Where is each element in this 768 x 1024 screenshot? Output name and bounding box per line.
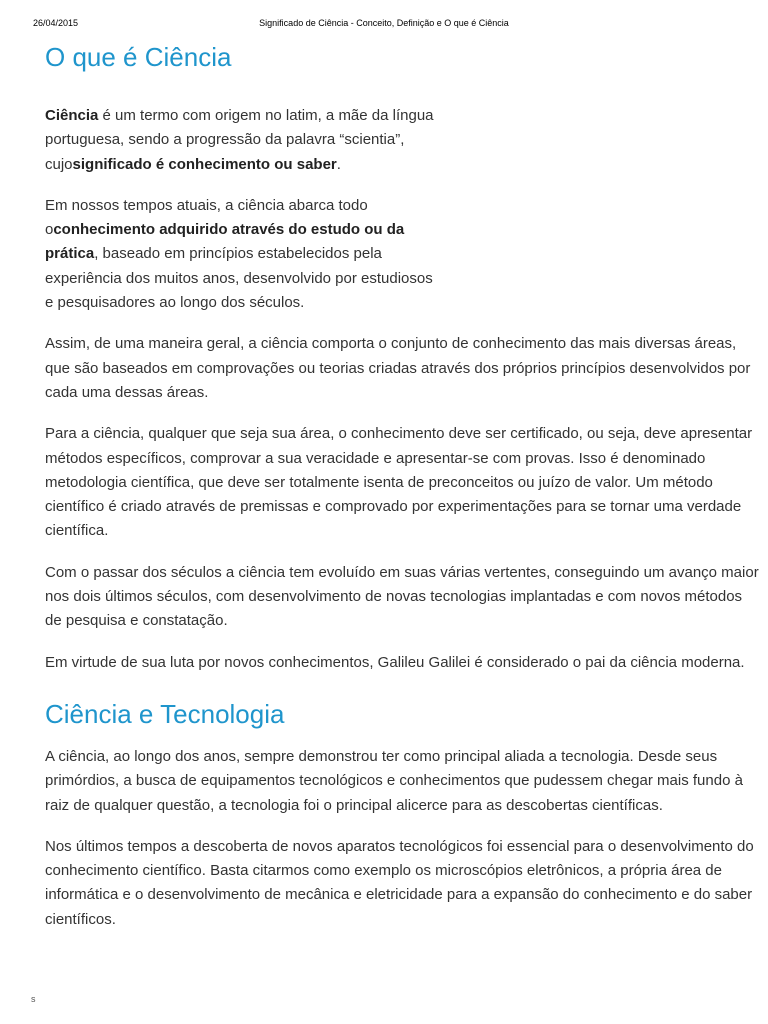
paragraph-recent-discoveries: Nos últimos tempos a descoberta de novos aparatos tecnológicos foi essencial para o desenvolvimento do conhecimento científico. Basta citarmos como exemplo os microscópios eletrônicos, a própria área de informática e o desenvolvimento de mecânica e eletricidade para a expansão do conhecimento e do saber científicos. (45, 837, 754, 928)
print-header (0, 17, 768, 29)
footer-mark: s (31, 994, 36, 1004)
paragraph-methodology: Para a ciência, qualquer que seja sua área, o conhecimento deve ser certificado, ou seja, deve apresentar métodos específicos, comprovar a sua veracidade e apresentar-se com provas. Isso é denominado metodologia científica, que deve ser totalmente isenta de preconceitos ou juízo de valor. Um método científico é criado através de premissas e comprovado por experimentações para se tornar uma verdade científica. (45, 425, 753, 540)
paragraph-text: Em nossos tempos atuais, a ciência abarca todo o (45, 196, 368, 239)
paragraph-general: Assim, de uma maneira geral, a ciência comporta o conjunto de conhecimento das mais diversas áreas, que são baseados em comprovações ou teorias criadas através dos próprios princípios desenvolvidos por cada uma dessas áreas. (45, 335, 751, 401)
bold-term-ciencia: Ciência (45, 107, 99, 124)
bold-significado: significado é conhecimento ou saber (72, 155, 337, 173)
paragraph-galileu: Em virtude de sua luta por novos conhecimentos, Galileu Galilei é considerado o pai da ciência moderna. (45, 653, 745, 671)
print-date: 26/04/2015 (33, 18, 79, 28)
heading-o-que-e-ciencia: O que é Ciência (45, 42, 232, 72)
paragraph-technology: A ciência, ao longo dos anos, sempre demonstrou ter como principal aliada a tecnologia. Desde seus primórdios, a busca de equipamentos tecnológicos e conhecimentos que pudessem chegar mais fundo à raiz de qualquer questão, a tecnologia foi o principal alicerce para as descobertas científicas. (45, 747, 743, 814)
bold-conhecimento: conhecimento adquirido através do estudo ou da prática (45, 221, 405, 263)
article (45, 40, 761, 949)
paragraph-definition (45, 104, 445, 177)
paragraph-modern-times (45, 194, 445, 315)
paragraph-text: . (336, 155, 341, 173)
paragraph-text: , baseado em princípios estabelecidos pela experiência dos muitos anos, desenvolvido por estudiosos e pesquisadores ao longo dos séculos. (45, 245, 433, 312)
paragraph-text: é um termo com origem no latim, a mãe da língua portuguesa, sendo a progressão da palavra “scientia”, cujo (45, 107, 434, 173)
print-page-title: Significado de Ciência - Conceito, Definição e O que é Ciência (259, 18, 509, 28)
paragraph-evolution: Com o passar dos séculos a ciência tem evoluído em suas várias vertentes, conseguindo um avanço maior nos dois últimos séculos, com desenvolvimento de novas tecnologias implantadas e com novos métodos de pesquisa e constatação. (45, 563, 759, 630)
heading-ciencia-e-tecnologia: Ciência e Tecnologia (45, 698, 285, 729)
